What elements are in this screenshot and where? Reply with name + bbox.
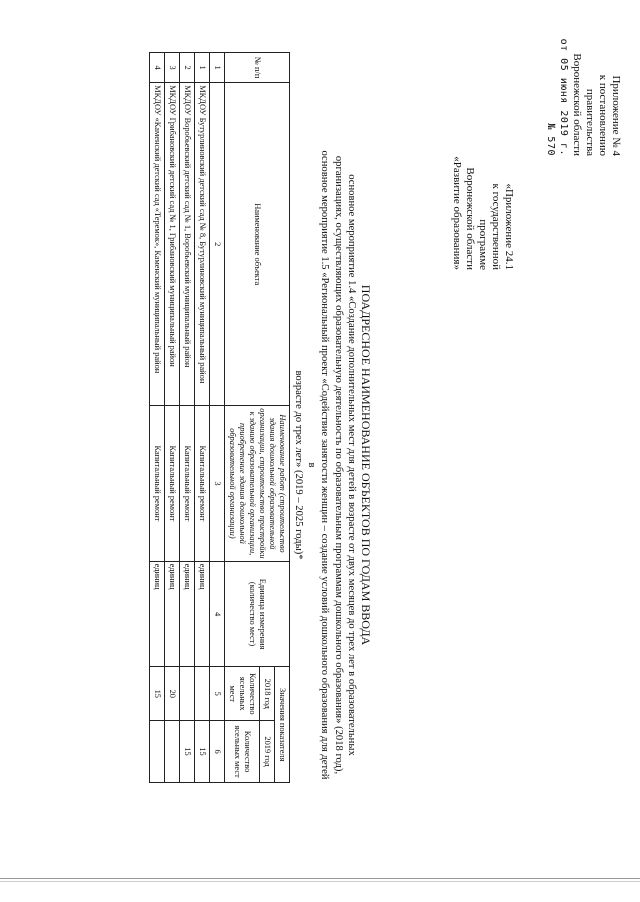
row-works: Капитальный ремонт <box>195 406 210 561</box>
scan-edge-line <box>0 878 640 879</box>
scan-edge-line <box>0 881 640 882</box>
heading-line-2: организациях, осуществляющих образовательную деятельность по образовательным программам дошкольного образования» (2018 год), <box>332 155 344 775</box>
header-values-group: Значения показателя <box>275 667 290 783</box>
header-unit: Единица измерения (количество мест) <box>225 561 290 667</box>
sub-appendix-number: «Приложение 24.1 <box>503 183 515 270</box>
objects-table <box>149 52 290 783</box>
row-value-2018 <box>195 667 210 721</box>
row-value-2018 <box>180 667 195 721</box>
sub-appendix-region: Воронежской области <box>464 167 476 270</box>
heading-line-3: основное мероприятие 1.5 «Региональный проект «Содействие занятости женщин – создание условий дошкольного образования для детей в <box>306 150 331 780</box>
row-num: 2 <box>180 53 195 83</box>
heading-line-4: возрасте до трех лет» (2019 – 2025 годы)* <box>292 370 304 560</box>
row-num: 1 <box>195 53 210 83</box>
row-works: Капитальный ремонт <box>165 406 180 561</box>
appendix-date-number: от 05 июня 2019 г. № 570 <box>545 38 569 156</box>
appendix-resolution-ref: к постановлению правительства <box>584 74 609 156</box>
row-value-2018: 15 <box>150 667 165 721</box>
document-heading <box>292 150 372 780</box>
appendix-region: Воронежской области <box>571 53 583 156</box>
header-year-2018: 2018 год <box>260 667 275 721</box>
row-unit: единиц <box>180 561 195 667</box>
header-num: № п/п <box>225 53 290 83</box>
row-value-2019 <box>165 721 180 783</box>
header-qty-2018: Количество ясельных мест <box>225 667 260 721</box>
header-year-2019: 2019 год <box>260 721 275 783</box>
appendix-main-block <box>544 36 622 156</box>
row-unit: единиц <box>150 561 165 667</box>
sub-appendix-program-ref: к государственной программе <box>477 183 502 270</box>
index-cell: 4 <box>210 561 225 667</box>
row-unit: единиц <box>195 561 210 667</box>
index-cell: 6 <box>210 721 225 783</box>
row-works: Капитальный ремонт <box>150 406 165 561</box>
row-value-2019 <box>150 721 165 783</box>
row-object: МКДОУ Бутурлиновский детский сад № 8, Бутурлиновский муниципальный район <box>195 83 210 406</box>
header-qty-2019: Количество ясельных мест <box>225 721 260 783</box>
index-cell: 3 <box>210 406 225 561</box>
row-object: МКДОУ Воробьевский детский сад № 1, Воробьевский муниципальный район <box>180 83 195 406</box>
index-row <box>210 53 225 783</box>
table-row <box>150 53 165 783</box>
row-num: 3 <box>165 53 180 83</box>
index-cell: 2 <box>210 83 225 406</box>
row-object: МКДОУ Грибановский детский сад № 1, Грибановский муниципальный район <box>165 83 180 406</box>
table-row <box>165 53 180 783</box>
appendix-sub-block <box>450 150 515 270</box>
row-value-2018: 20 <box>165 667 180 721</box>
document-title: ПОАДРЕСНОЕ НАИМЕНОВАНИЕ ОБЪЕКТОВ ПО ГОДАМ ВВОДА <box>359 284 373 646</box>
row-num: 4 <box>150 53 165 83</box>
row-value-2019: 15 <box>180 721 195 783</box>
index-cell: 5 <box>210 667 225 721</box>
header-works: Наименование работ (строительство здания дошкольной образовательной организации, строительство пристройки к зданию образовательной организации, приобретение здания дошкольной образовательной организации) <box>225 406 290 561</box>
index-cell: 1 <box>210 53 225 83</box>
row-value-2019: 15 <box>195 721 210 783</box>
sub-appendix-program-name: «Развитие образования» <box>451 156 463 270</box>
row-works: Капитальный ремонт <box>180 406 195 561</box>
appendix-number: Приложение № 4 <box>610 75 622 156</box>
heading-line-1: основное мероприятие 1.4 «Создание дополнительных мест для детей в возрасте от двух месяцев до трех лет в образовательных <box>345 174 357 756</box>
header-object: Наименование объекта <box>225 83 290 406</box>
row-object: МКДОУ «Каменский детский сад «Теремок», Каменский муниципальный район <box>150 83 165 406</box>
header-row-1 <box>275 53 290 783</box>
table-row <box>180 53 195 783</box>
row-unit: единиц <box>165 561 180 667</box>
table-row <box>195 53 210 783</box>
